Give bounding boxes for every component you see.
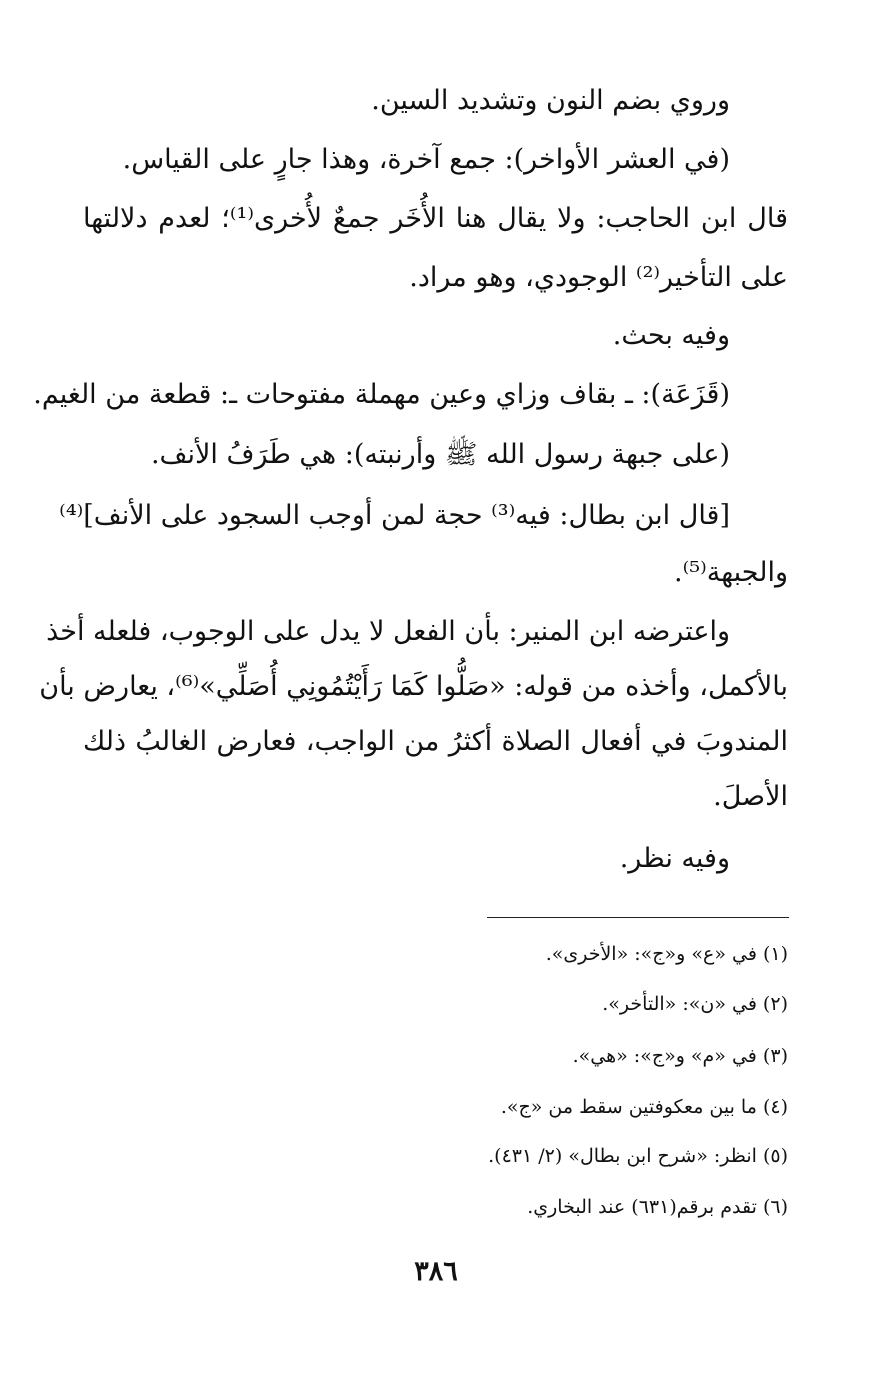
- body-line: (قَزَعَة): ـ بقاف وزاي وعين مهملة مفتوحات ـ: قطعة من الغيم.: [33, 379, 730, 410]
- footnote: (٣) في «م» و«ج»: «هي».: [572, 1045, 788, 1067]
- body-line: وروي بضم النون وتشديد السين.: [371, 85, 730, 116]
- body-line: [قال ابن بطال: فيه⁽³⁾ حجة لمن أوجب السجود على الأنف]⁽⁴⁾: [59, 500, 730, 531]
- body-line: على التأخير⁽²⁾ الوجودي، وهو مراد.: [409, 262, 788, 293]
- body-line: والجبهة⁽⁵⁾.: [674, 557, 788, 588]
- body-line: بالأكمل، وأخذه من قوله: «صَلُّوا كَمَا رَأَيْتُمُونِي أُصَلِّي»⁽⁶⁾، يعارض بأن: [39, 671, 788, 702]
- footnote-separator: [487, 917, 789, 918]
- body-line: واعترضه ابن المنير: بأن الفعل لا يدل على الوجوب، فلعله أخذ: [46, 616, 730, 647]
- body-line: وفيه بحث.: [612, 320, 730, 351]
- body-line: المندوبَ في أفعال الصلاة أكثرُ من الواجب، فعارض الغالبُ ذلك: [83, 726, 788, 757]
- body-line: قال ابن الحاجب: ولا يقال هنا الأُخَر جمعٌ لأُخرى⁽¹⁾؛ لعدم دلالتها: [83, 203, 788, 234]
- footnote: (٢) في «ن»: «التأخر».: [602, 993, 788, 1015]
- body-line: وفيه نظر.: [619, 843, 730, 874]
- body-line: (على جبهة رسول الله ﷺ وأرنبته): هي طَرَفُ الأنف.: [150, 439, 730, 470]
- footnote: (٥) انظر: «شرح ابن بطال» (٢/ ٤٣١).: [488, 1145, 788, 1167]
- body-line: (في العشر الأواخر): جمع آخرة، وهذا جارٍ على القياس.: [122, 144, 730, 175]
- footnote: (٦) تقدم برقم(٦٣١) عند البخاري.: [527, 1196, 788, 1218]
- body-line: الأصلَ.: [713, 781, 788, 812]
- footnote: (٤) ما بين معكوفتين سقط من «ج».: [500, 1096, 788, 1118]
- footnote: (١) في «ع» و«ج»: «الأخرى».: [545, 943, 788, 965]
- page-number: ٣٨٦: [414, 1256, 458, 1287]
